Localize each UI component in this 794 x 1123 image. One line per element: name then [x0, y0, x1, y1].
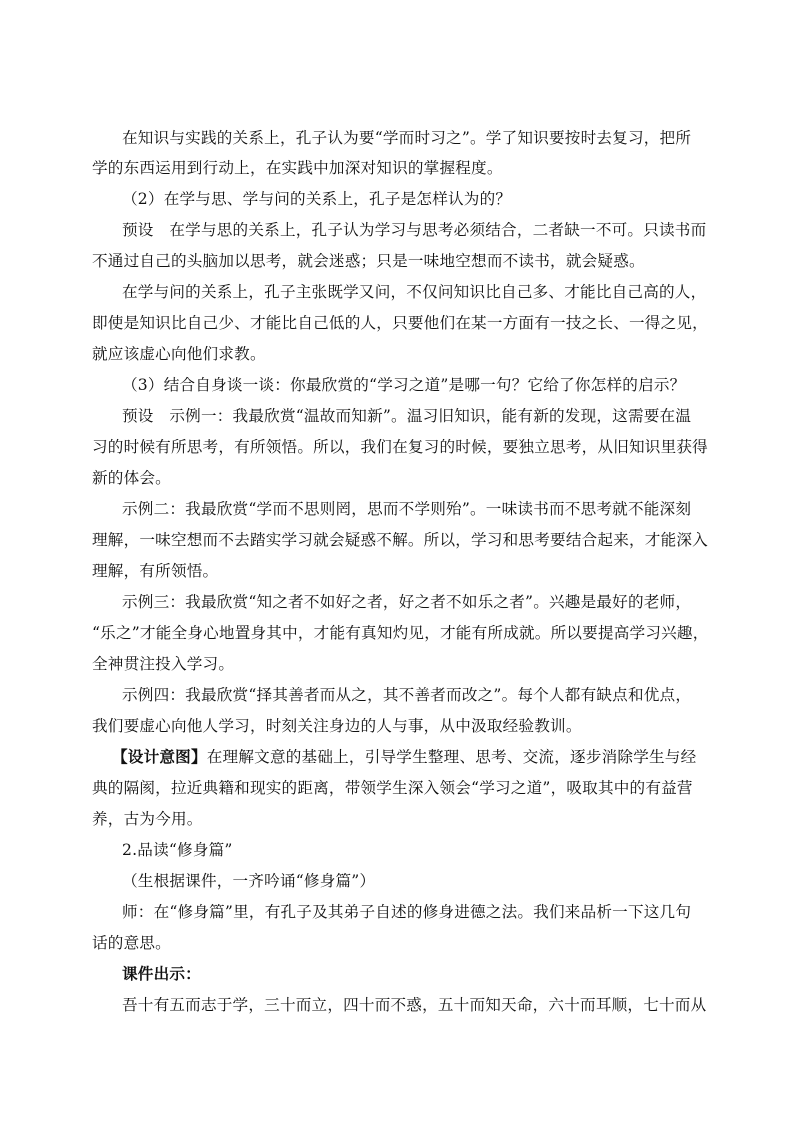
paragraph-line: 在知识与实践的关系上，孔子认为要“学而时习之”。学了知识要按时去复习，把所: [122, 129, 692, 147]
paragraph-line: 即使是知识比自己少、才能比自己低的人，只要他们在某一方面有一技之长、一得之见，: [92, 314, 708, 332]
paragraph-line: 新的体会。: [92, 469, 171, 487]
paragraph-line: 话的意思。: [92, 934, 171, 952]
question-line: （3）结合自身谈一谈：你最欣赏的“学习之道”是哪一句？它给了你怎样的启示？: [122, 376, 686, 394]
paragraph-line: 预设 示例一：我最欣赏“温故而知新”。温习旧知识，能有新的发现，这需要在温: [122, 407, 692, 425]
paragraph-line: 预设 在学与思的关系上，孔子认为学习与思考必须结合，二者缺一不可。只读书而: [122, 221, 707, 239]
paragraph-line: 就应该虚心向他们求教。: [92, 345, 266, 363]
paragraph-line: 理解，一味空想而不去踏实学习就会疑惑不解。所以，学习和思考要结合起来，才能深入: [92, 531, 708, 549]
question-line: （2）在学与思、学与问的关系上，孔子是怎样认为的？: [122, 190, 512, 208]
paragraph-line: 师：在“修身篇”里，有孔子及其弟子自述的修身进德之法。我们来品析一下这几句: [122, 903, 692, 921]
paragraph-line: 理解，有所领悟。: [92, 562, 219, 580]
paragraph-line: 学的东西运用到行动上，在实践中加深对知识的掌握程度。: [92, 159, 503, 177]
courseware-label: 课件出示：: [122, 964, 201, 983]
paragraph-line: 全神贯注投入学习。: [92, 655, 235, 673]
paragraph-line: 吾十有五而志于学，三十而立，四十而不惑，五十而知天命，六十而耳顺，七十而从: [122, 996, 707, 1014]
paragraph-line: 我们要虚心向他人学习，时刻关注身边的人与事，从中汲取经验教训。: [92, 717, 582, 735]
paragraph-line: 示例二：我最欣赏“学而不思则罔，思而不学则殆”。一味读书而不思考就不能深刻: [122, 500, 692, 518]
paragraph-line: 典的隔阂，拉近典籍和现实的距离，带领学生深入领会“学习之道”，吸取其中的有益营: [92, 779, 693, 797]
paragraph-line: 不通过自己的头脑加以思考，就会迷惑；只是一味地空想而不读书，就会疑惑。: [92, 252, 645, 270]
paragraph-line: （生根据课件，一齐吟诵“修身篇”）: [122, 872, 376, 890]
paragraph-line: 示例三：我最欣赏“知之者不如好之者，好之者不如乐之者”。兴趣是最好的老师，: [122, 593, 692, 611]
design-intent-text: 在理解文意的基础上，引导学生整理、思考、交流，逐步消除学生与经: [206, 748, 697, 766]
paragraph-line: “乐之”才能全身心地置身其中，才能有真知灼见，才能有所成就。所以要提高学习兴趣，: [92, 624, 709, 642]
section-heading: 2.品读“修身篇”: [122, 841, 233, 859]
design-intent-label: 【设计意图】: [112, 747, 207, 766]
paragraph-line: 在学与问的关系上，孔子主张既学又问，不仅问知识比自己多、才能比自己高的人，: [122, 283, 707, 301]
design-intent-line: [112, 747, 696, 767]
paragraph-line: 养，古为今用。: [92, 810, 203, 828]
paragraph-line: 习的时候有所思考，有所领悟。所以，我们在复习的时候，要独立思考，从旧知识里获得: [92, 438, 708, 456]
paragraph-line: 示例四：我最欣赏“择其善者而从之，其不善者而改之”。每个人都有缺点和优点，: [122, 686, 692, 704]
